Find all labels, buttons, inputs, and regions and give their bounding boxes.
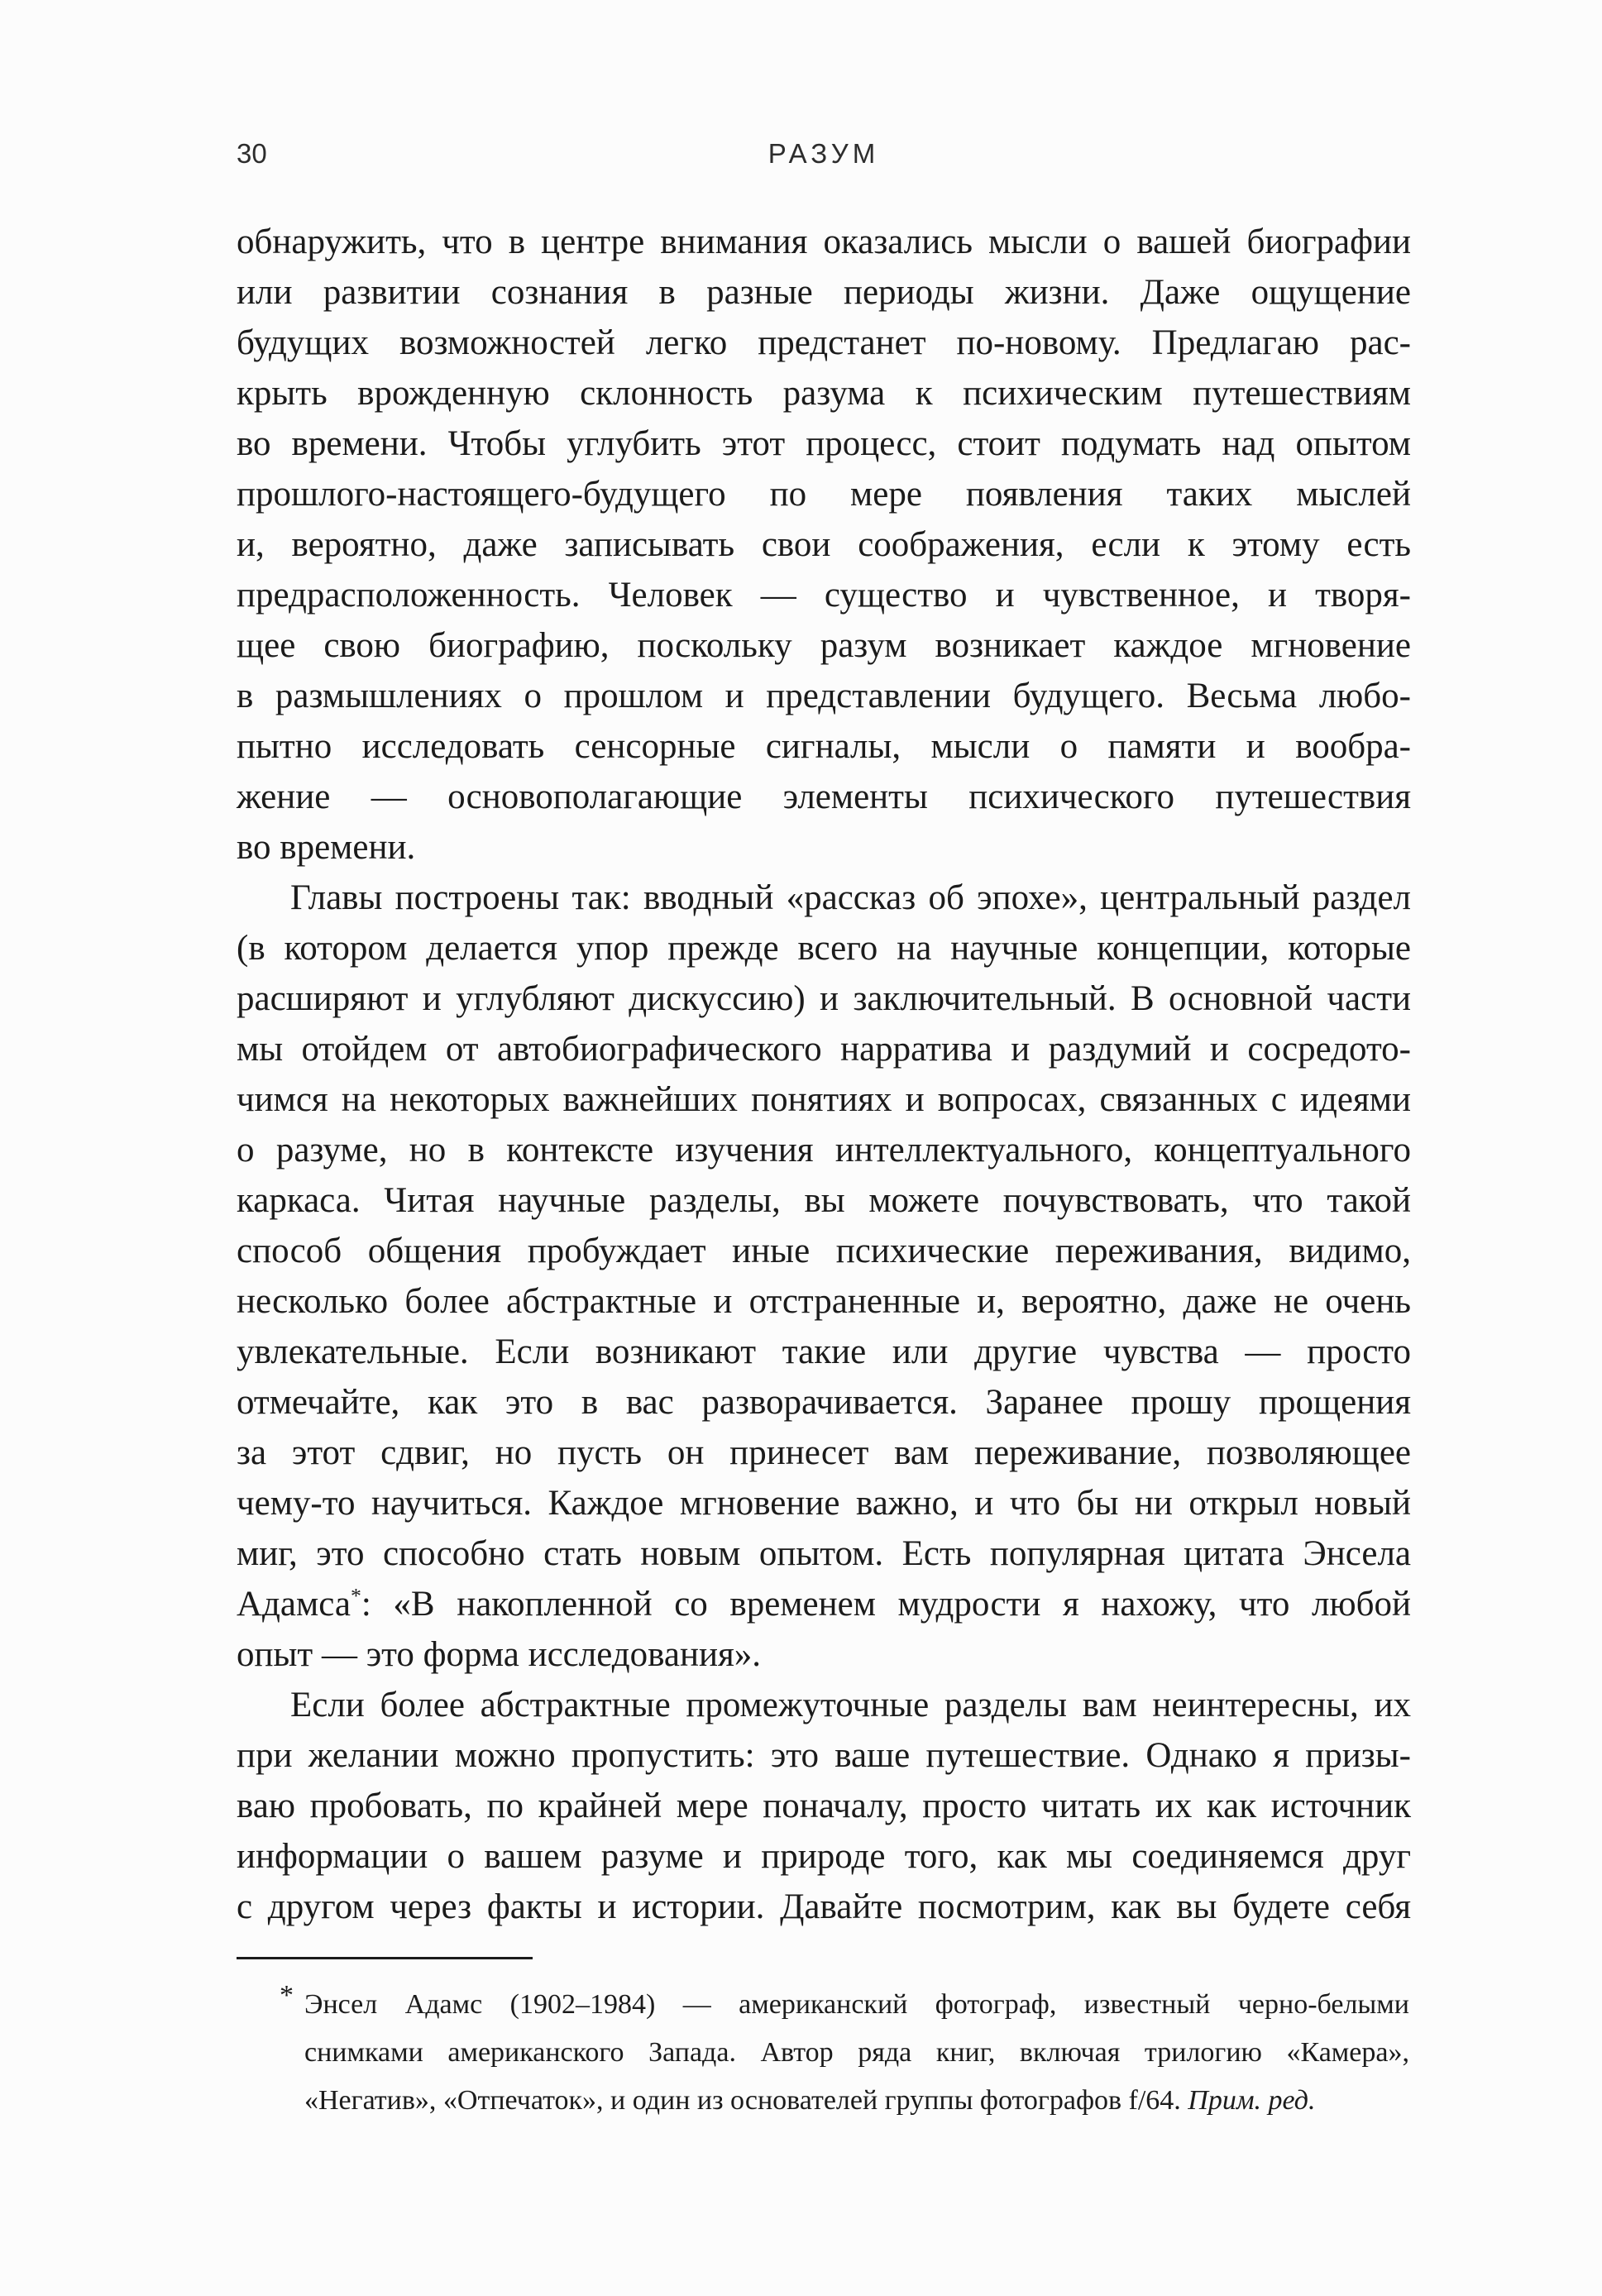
text-segment: информации о вашем разуме и природе того, как мы соединяемся друг (237, 1837, 1411, 1876)
footnote-line (304, 2029, 1409, 2077)
body-line (237, 419, 1411, 469)
body-line (237, 1781, 1411, 1831)
text-segment: Прим. ред. (1188, 2085, 1316, 2116)
text-segment: в размышлениях о прошлом и представлении будущего. Весьма любо- (237, 677, 1411, 715)
body-line (237, 1175, 1411, 1226)
footnote (280, 1980, 1409, 2125)
body-line (237, 1327, 1411, 1377)
text-segment: или развитии сознания в разные периоды жизни. Даже ощущение (237, 273, 1411, 312)
page-number: 30 (237, 138, 267, 169)
body-line (237, 1730, 1411, 1781)
footnote-separator-rule (237, 1957, 533, 1959)
text-segment: о разуме, но в контексте изучения интеллектуального, концептуального (237, 1131, 1411, 1170)
body-line (237, 267, 1411, 318)
body-line (237, 217, 1411, 267)
text-segment: увлекательные. Если возникают такие или другие чувства — просто (237, 1332, 1411, 1371)
text-segment: крыть врожденную склонность разума к психическим путешествиям (237, 374, 1411, 413)
footnote-lines (304, 1981, 1409, 2125)
text-segment: несколько более абстрактные и отстраненные и, вероятно, даже не очень (237, 1282, 1411, 1321)
body-line (237, 469, 1411, 519)
body-line (237, 1074, 1411, 1125)
body-line (237, 671, 1411, 721)
body-line (237, 1024, 1411, 1074)
text-segment: миг, это способно стать новым опытом. Есть популярная цитата Энсела (237, 1534, 1411, 1573)
text-segment: «Негатив», «Отпечаток», и один из основателей группы фотографов f/64. (304, 2085, 1188, 2116)
text-segment: прошлого-настоящего-будущего по мере появления таких мыслей (237, 475, 1411, 514)
footnote-line (304, 1981, 1409, 2029)
text-segment: во времени. Чтобы углубить этот процесс, стоит подумать над опытом (237, 424, 1411, 463)
footnote-line (304, 2077, 1409, 2125)
page-body (237, 217, 1411, 1932)
body-line (237, 1226, 1411, 1276)
text-segment: во времени. (237, 828, 416, 867)
body-line (237, 1428, 1411, 1478)
body-line (237, 1882, 1411, 1932)
text-segment: опыт — это форма исследования». (237, 1635, 761, 1674)
text-segment: : «В накопленной со временем мудрости я нахожу, что любой (361, 1585, 1411, 1624)
body-line (237, 721, 1411, 772)
body-line (237, 1680, 1411, 1730)
body-line (237, 1125, 1411, 1175)
body-line (237, 873, 1411, 923)
text-segment: и, вероятно, даже записывать свои соображения, если к этому есть (237, 525, 1411, 564)
text-segment: жение — основополагающие элементы психического путешествия (237, 777, 1411, 816)
body-line (237, 318, 1411, 368)
body-line (237, 1629, 1411, 1680)
text-segment: с другом через факты и истории. Давайте посмотрим, как вы будете себя (237, 1887, 1411, 1926)
text-segment: за этот сдвиг, но пусть он принесет вам переживание, позволяющее (237, 1433, 1411, 1472)
body-line (237, 368, 1411, 419)
text-segment: чимся на некоторых важнейших понятиях и вопросах, связанных с идеями (237, 1080, 1411, 1119)
text-segment: чему-то научиться. Каждое мгновение важно, и что бы ни открыл новый (237, 1484, 1411, 1523)
text-segment: отмечайте, как это в вас разворачивается. Заранее прошу прощения (237, 1383, 1411, 1422)
body-line (237, 822, 1411, 873)
text-segment: каркаса. Читая научные разделы, вы можете почувствовать, что такой (237, 1181, 1411, 1220)
text-segment: (в котором делается упор прежде всего на научные концепции, которые (237, 929, 1411, 968)
text-segment: расширяют и углубляют дискуссию) и заключительный. В основной части (237, 979, 1411, 1018)
footnote-marker: * (280, 1980, 294, 2011)
body-line (237, 1377, 1411, 1428)
footnote-reference-asterisk: * (350, 1583, 361, 1608)
body-line (237, 1276, 1411, 1327)
text-segment: ваю пробовать, по крайней мере поначалу, просто читать их как источник (237, 1787, 1411, 1825)
text-segment: Адамса (237, 1585, 351, 1624)
body-line (237, 1831, 1411, 1882)
body-line (237, 1478, 1411, 1528)
text-segment: будущих возможностей легко предстанет по-новому. Предлагаю рас- (237, 323, 1411, 362)
body-line (237, 1579, 1411, 1629)
text-segment: предрасположенность. Человек — существо и чувственное, и творя- (237, 576, 1411, 615)
running-title: РАЗУМ (768, 138, 880, 169)
body-line (237, 973, 1411, 1024)
text-segment: мы отойдем от автобиографического нарратива и раздумий и сосредото- (237, 1030, 1411, 1069)
text-segment: способ общения пробуждает иные психические переживания, видимо, (237, 1232, 1411, 1270)
text-segment: Если более абстрактные промежуточные разделы вам неинтересны, их (290, 1686, 1411, 1724)
text-segment: Главы построены так: вводный «рассказ об эпохе», центральный раздел (290, 878, 1411, 917)
text-segment: снимками американского Запада. Автор ряда книг, включая трилогию «Камера», (304, 2037, 1409, 2068)
body-line (237, 570, 1411, 620)
body-line (237, 772, 1411, 822)
text-segment: при желании можно пропустить: это ваше путешествие. Однако я призы- (237, 1736, 1411, 1775)
text-segment: щее свою биографию, поскольку разум возникает каждое мгновение (237, 626, 1411, 665)
text-segment: Энсел Адамс (1902–1984) — американский фотограф, известный черно-белыми (304, 1989, 1409, 2020)
text-segment: пытно исследовать сенсорные сигналы, мысли о памяти и вообра- (237, 727, 1411, 766)
body-line (237, 1528, 1411, 1579)
body-line (237, 923, 1411, 973)
body-line (237, 620, 1411, 671)
body-line (237, 519, 1411, 570)
text-segment: обнаружить, что в центре внимания оказались мысли о вашей биографии (237, 222, 1411, 261)
